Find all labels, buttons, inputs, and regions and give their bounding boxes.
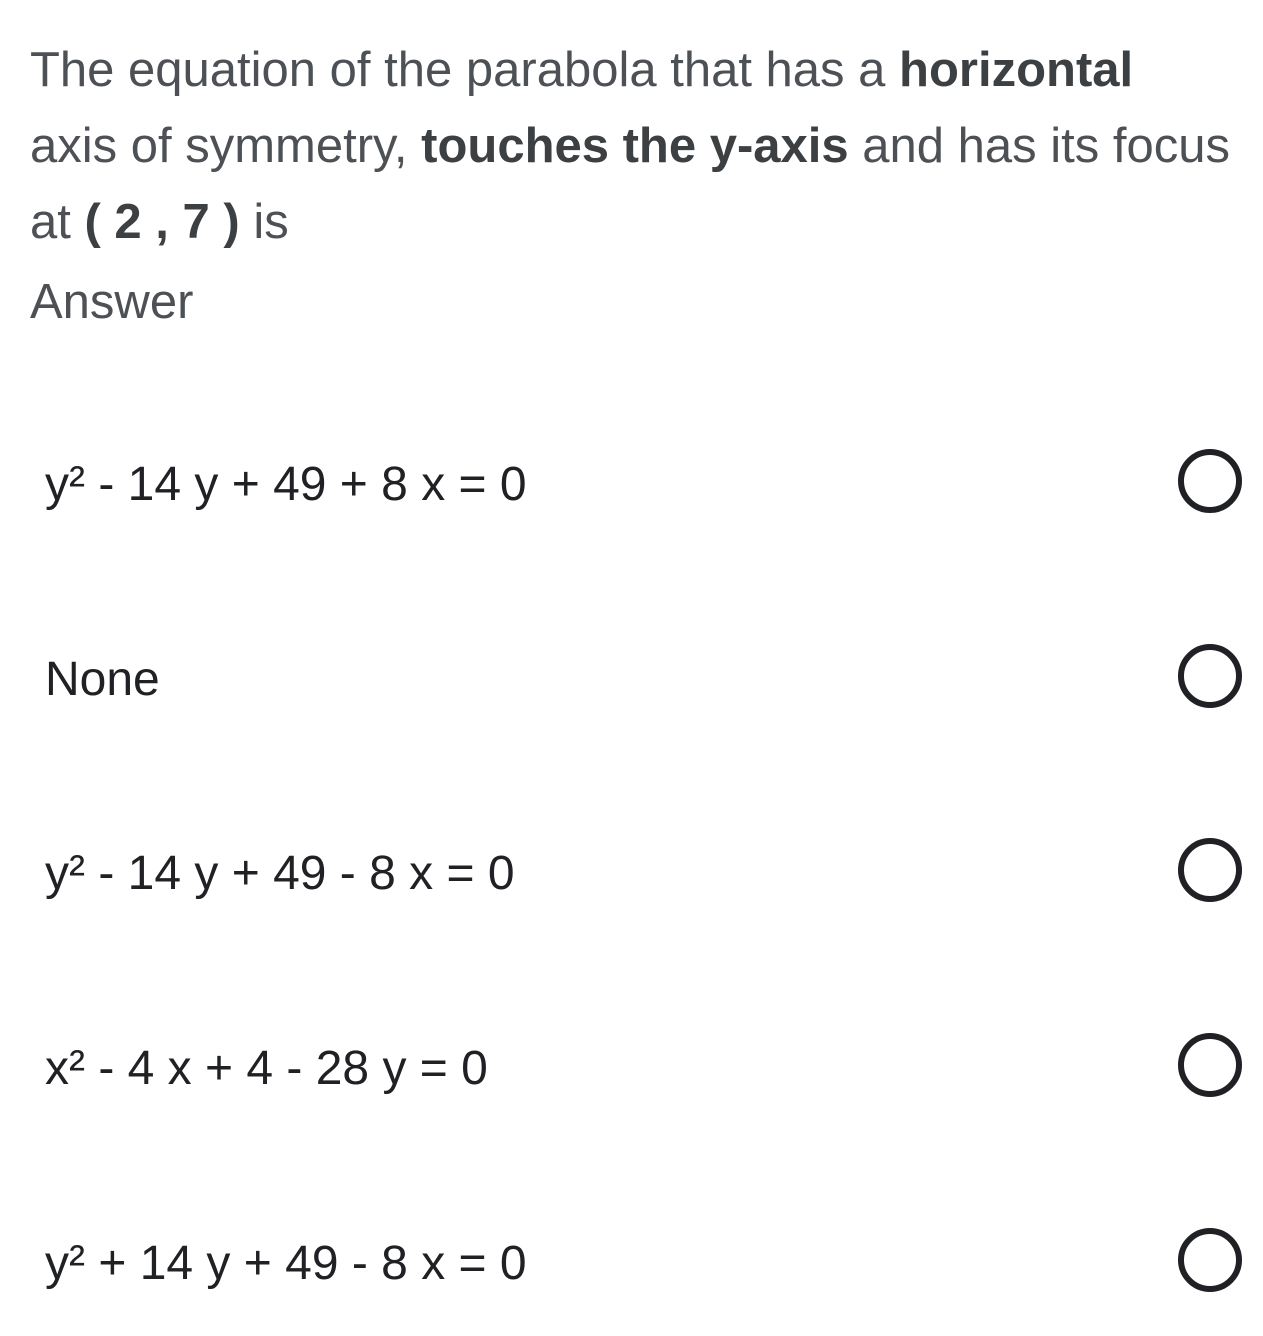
question-part: is: [239, 195, 289, 249]
option-label: y² - 14 y + 49 + 8 x = 0: [45, 458, 527, 511]
option-label: y² + 14 y + 49 - 8 x = 0: [45, 1237, 527, 1290]
question-emphasis: touches the y-axis: [421, 119, 849, 173]
answer-option-3[interactable]: [0, 814, 1263, 934]
question-part: The equation of the parabola that has a: [30, 43, 900, 97]
answer-option-4[interactable]: [0, 1009, 1263, 1129]
answer-label: Answer: [30, 275, 194, 329]
option-label: None: [45, 653, 160, 706]
question-part: axis of symmetry,: [30, 119, 422, 173]
question-part: and has its focus at: [30, 119, 1231, 249]
answer-option-1[interactable]: [0, 425, 1263, 545]
radio-button-icon[interactable]: [1178, 449, 1242, 513]
radio-button-icon[interactable]: [1178, 1228, 1242, 1292]
radio-button-icon[interactable]: [1178, 1033, 1242, 1097]
question-emphasis: horizontal: [899, 43, 1134, 97]
answer-option-5[interactable]: [0, 1204, 1263, 1324]
radio-button-icon[interactable]: [1178, 838, 1242, 902]
question-emphasis: ( 2 , 7 ): [84, 195, 240, 249]
radio-button-icon[interactable]: [1178, 644, 1242, 708]
question-text: [30, 32, 1230, 260]
option-label: x² - 4 x + 4 - 28 y = 0: [45, 1042, 488, 1095]
answer-option-2[interactable]: [0, 620, 1263, 740]
option-label: y² - 14 y + 49 - 8 x = 0: [45, 847, 515, 900]
